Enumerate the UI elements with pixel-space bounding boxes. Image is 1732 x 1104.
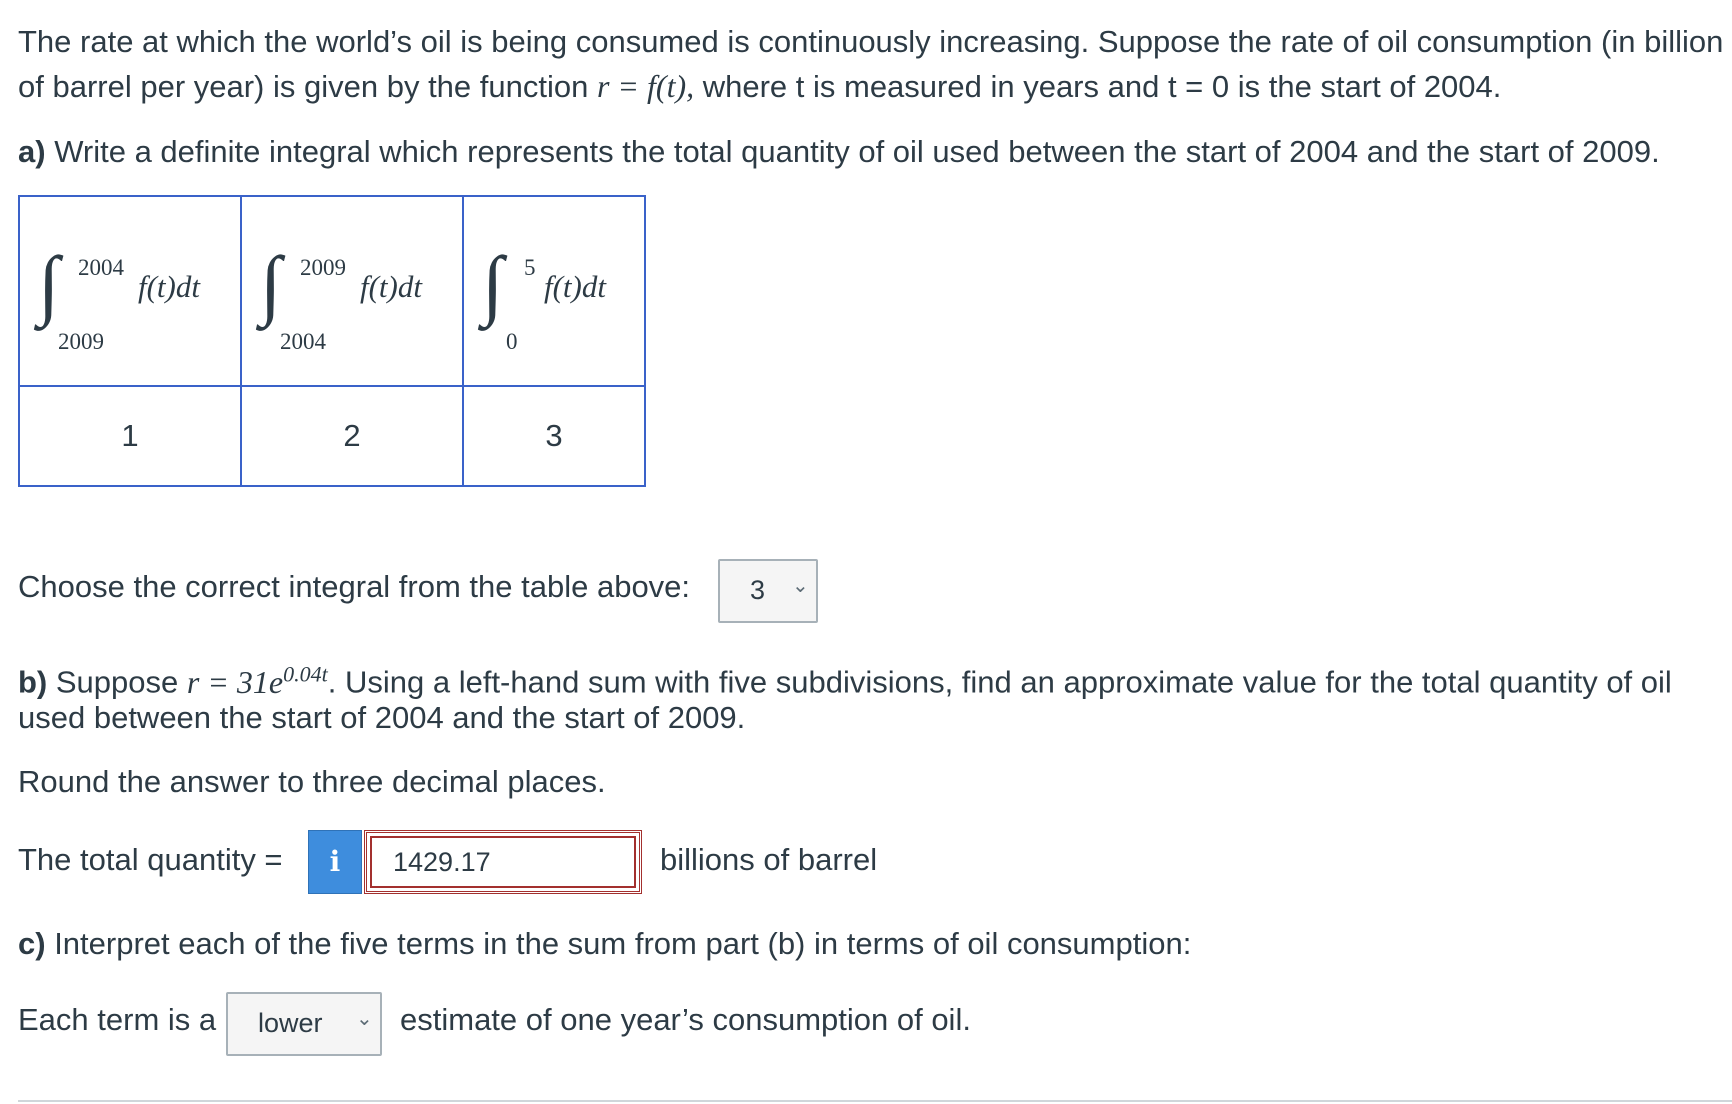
option-number-3: 3: [463, 386, 645, 486]
rate-function: $r = 31e^{0.04t}$: [186, 661, 328, 700]
part-a-question: a) Write a definite integral which represents the total quantity of oil used between the start of 2004 and the start of 2009.: [18, 134, 1660, 169]
intro-line-2: of barrel per year) is given by the function r = f(t), where t is measured in years and t = 0 is the start of 2004.: [18, 68, 1502, 104]
lower-limit: 2009: [58, 329, 104, 354]
integral-option-2-cell: [241, 196, 463, 386]
integral-sign: ∫: [260, 240, 282, 327]
integral-options-table: [18, 195, 646, 487]
integrand: f(t)dt: [138, 269, 200, 304]
lower-limit: 2004: [280, 329, 326, 354]
part-b-question-line-1: b) Suppose $r = 31e^{0.04t}$. Using a left-hand sum with five subdivisions, find an approximate value for the total quantity of oil: [18, 661, 1672, 700]
chevron-down-icon: ⌄: [356, 1008, 373, 1030]
integral-sign: ∫: [482, 240, 504, 327]
each-term-label: Each term is a: [18, 1002, 217, 1037]
estimate-type-value: lower: [258, 1008, 323, 1038]
lower-limit: 0: [506, 329, 518, 354]
part-b-question-line-2: used between the start of 2004 and the start of 2009.: [18, 700, 746, 735]
divider: [18, 1100, 1732, 1102]
integral-choice-value: 3: [750, 575, 766, 605]
round-note: Round the answer to three decimal places.: [18, 764, 606, 799]
intro-line-1: The rate at which the world’s oil is being consumed is continuously increasing. Suppose the rate of oil consumption (in billion: [18, 24, 1724, 59]
choose-integral-label: Choose the correct integral from the table above:: [18, 569, 691, 604]
upper-limit: 2004: [78, 255, 124, 280]
total-quantity-input[interactable]: 1429.17: [364, 830, 642, 894]
chevron-down-icon: ⌄: [792, 575, 809, 597]
upper-limit: 2009: [300, 255, 346, 280]
estimate-type-select[interactable]: [226, 992, 382, 1056]
integral-choice-select[interactable]: [718, 559, 818, 623]
part-c-question: c) Interpret each of the five terms in the sum from part (b) in terms of oil consumption:: [18, 926, 1192, 961]
total-quantity-label: The total quantity =: [18, 842, 283, 877]
integral-sign: ∫: [38, 240, 60, 327]
integrand: f(t)dt: [360, 269, 422, 304]
option-number-1: 1: [19, 386, 241, 486]
upper-limit: 5: [524, 255, 536, 280]
integral-option-3-cell: [463, 196, 645, 386]
integrand: f(t)dt: [544, 269, 606, 304]
integral-option-1-cell: [19, 196, 241, 386]
unit-label: billions of barrel: [660, 842, 878, 877]
option-number-2: 2: [241, 386, 463, 486]
function-notation: r = f(t),: [596, 68, 695, 104]
estimate-description: estimate of one year’s consumption of oil.: [400, 1002, 971, 1037]
info-icon[interactable]: i: [308, 830, 362, 894]
